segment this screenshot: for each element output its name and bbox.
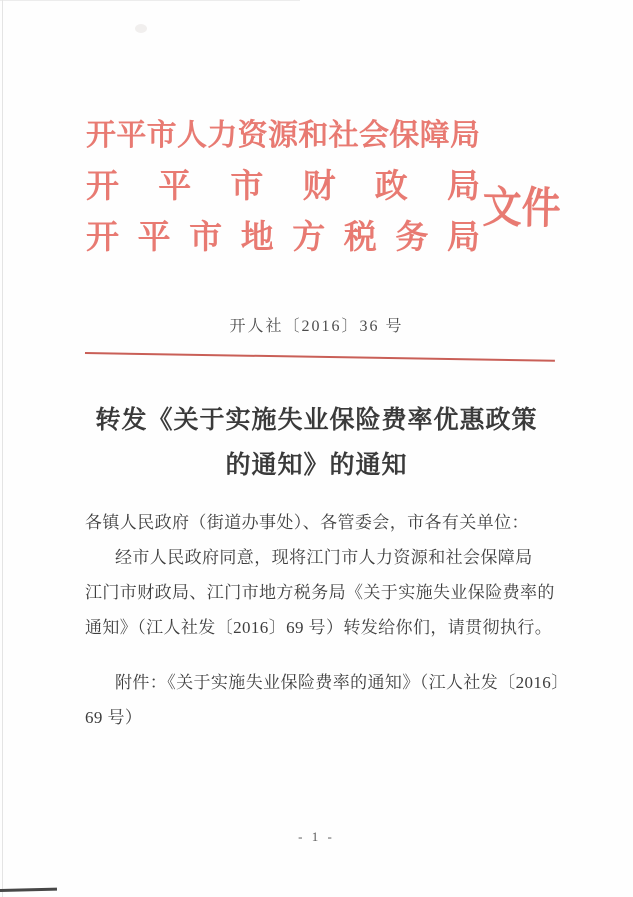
document-title-line-1: 转发《关于实施失业保险费率优惠政策	[95, 407, 538, 434]
red-divider-line	[85, 352, 555, 362]
scan-corner-streak	[0, 888, 57, 892]
attachment-line-2: 69 号）	[85, 708, 143, 727]
body-paragraph-line-3: 通知》（江人社发〔2016〕69 号）转发给你们，请贯彻执行。	[85, 618, 553, 637]
document-title	[0, 398, 633, 488]
letterhead-agency-1: 开 平 市 人 力 资 源 和 社 会 保 障 局	[86, 119, 480, 152]
page-number: - 1 -	[298, 829, 335, 844]
document-body	[85, 505, 569, 735]
body-paragraph-line-1: 经市人民政府同意，现将江门市人力资源和社会保障局	[115, 548, 533, 567]
letterhead	[86, 120, 480, 257]
scan-edge-top	[0, 0, 300, 1]
letterhead-agency-2: 开 平 市 财 政 局	[86, 169, 480, 206]
attachment-block	[85, 665, 569, 735]
attachment-line-1: 附件：《关于实施失业保险费率的通知》（江人社发〔2016〕	[115, 673, 569, 692]
letterhead-agency-3: 开 平 市 地 方 税 务 局	[86, 220, 480, 257]
document-number: 开人社〔2016〕36 号	[229, 318, 404, 335]
letterhead-doc-word: 文件	[482, 183, 562, 234]
body-salutation: 各镇人民政府（街道办事处）、各管委会，市各有关单位：	[85, 513, 529, 532]
document-title-line-2: 的通知》的通知	[225, 452, 408, 479]
body-paragraph-line-2: 江门市财政局、江门市地方税务局《关于实施失业保险费率的	[85, 583, 555, 602]
scan-smudge	[135, 24, 147, 33]
